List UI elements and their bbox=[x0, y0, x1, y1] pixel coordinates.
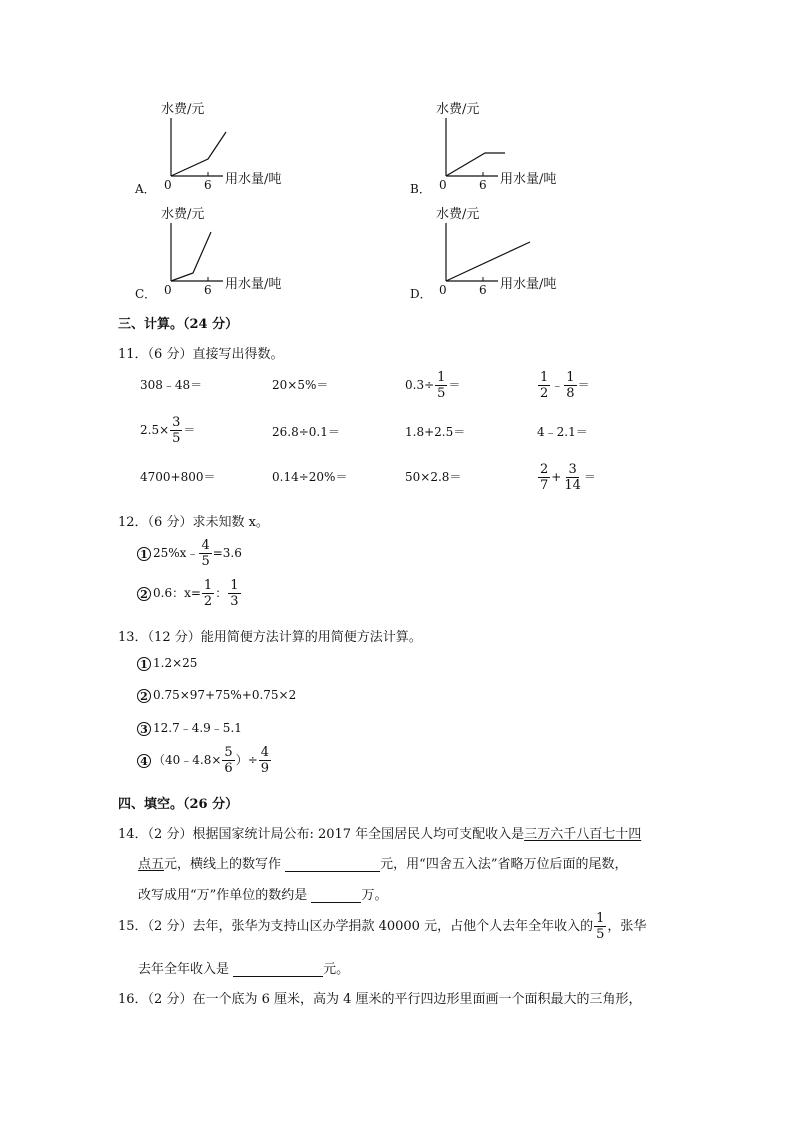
fraction bbox=[199, 539, 211, 568]
q13-stem: 13．（12 分）能用简便方法计算的用简便方法计算。 bbox=[118, 630, 422, 645]
option-letter: D． bbox=[410, 287, 432, 301]
q11-r2c1-post: ＝ bbox=[183, 423, 196, 437]
q13-item-2 bbox=[137, 688, 296, 703]
fraction-den: 5 bbox=[596, 927, 605, 942]
graph-tick-six: 6 bbox=[479, 178, 487, 192]
graph-x-label: 用水量/吨 bbox=[500, 172, 557, 187]
q15-line-2-b: 元。 bbox=[323, 962, 350, 977]
q11-r3c2: 0.14÷20%＝ bbox=[272, 470, 348, 484]
circled-number: 4 bbox=[137, 754, 151, 768]
q13-item-1-text: 1.2×25 bbox=[153, 656, 198, 670]
circled-number: 2 bbox=[137, 689, 151, 703]
q12-item-1 bbox=[137, 539, 242, 568]
fraction-den: 5 bbox=[201, 554, 210, 569]
circled-number: 1 bbox=[137, 547, 151, 561]
graph-x-label: 用水量/吨 bbox=[225, 277, 282, 292]
graph-option-c bbox=[133, 201, 303, 301]
graph-option-d bbox=[408, 201, 578, 301]
fraction bbox=[538, 463, 550, 492]
q14-line-2-a: 元，横线上的数写作 bbox=[164, 857, 282, 872]
q11-r1c4-post: ＝ bbox=[577, 378, 590, 392]
q11-r3c1: 4700+800＝ bbox=[140, 470, 216, 484]
graph-tick-six: 6 bbox=[204, 178, 212, 192]
q14-line-1-text: 14．（2 分）根据国家统计局公布: 2017 年全国居民人均可支配收入是 bbox=[118, 827, 525, 842]
fraction bbox=[202, 579, 214, 608]
graph-origin-label: 0 bbox=[164, 178, 172, 192]
q11-r2c3: 1.8+2.5＝ bbox=[405, 425, 466, 439]
q13-item-3-text: 12.7﹣4.9﹣5.1 bbox=[153, 721, 242, 735]
option-letter: B． bbox=[410, 182, 431, 196]
q14-underlined-number-end: 点五 bbox=[138, 857, 165, 872]
q15-line-2 bbox=[138, 958, 349, 977]
graph-tick-six: 6 bbox=[204, 283, 212, 297]
q12-item-2-mid: ： bbox=[215, 586, 228, 600]
fraction-den: 2 bbox=[540, 386, 549, 401]
q11-r3c3: 50×2.8＝ bbox=[405, 470, 462, 484]
q11-r2c2: 26.8÷0.1＝ bbox=[272, 425, 340, 439]
fraction bbox=[435, 371, 447, 400]
q11-r1c3 bbox=[405, 371, 460, 400]
option-letter: A． bbox=[135, 182, 156, 196]
q14-line-3-a: 改写成用“万”作单位的数约是 bbox=[138, 888, 308, 903]
graph-y-label: 水费/元 bbox=[161, 207, 205, 222]
q11-r1c3-post: ＝ bbox=[448, 378, 461, 392]
q11-r3c4-op: + bbox=[551, 470, 562, 484]
fraction-num: 4 bbox=[260, 745, 270, 760]
fraction-den: 3 bbox=[230, 594, 239, 609]
fraction bbox=[562, 463, 583, 492]
q13-item-3 bbox=[137, 719, 242, 736]
fraction bbox=[222, 746, 234, 775]
graph-origin-label: 0 bbox=[164, 283, 172, 297]
q11-r3c4-post: ＝ bbox=[583, 470, 596, 484]
q11-r1c4 bbox=[537, 371, 590, 400]
fraction-num: 1 bbox=[596, 911, 605, 926]
q11-r2c4: 4﹣2.1＝ bbox=[537, 425, 588, 439]
graph-origin-label: 0 bbox=[439, 283, 447, 297]
q13-item-1 bbox=[137, 656, 197, 671]
q14-line-3-b: 万。 bbox=[361, 888, 388, 903]
q15-line-2-a: 去年全年收入是 bbox=[138, 962, 230, 977]
fraction-num: 1 bbox=[230, 578, 239, 593]
fraction-den: 5 bbox=[437, 386, 446, 401]
graph-option-a bbox=[133, 96, 303, 196]
q12-stem: 12．（6 分）求未知数 x。 bbox=[118, 515, 269, 530]
circled-number: 3 bbox=[137, 722, 151, 736]
fraction-den: 14 bbox=[564, 478, 581, 493]
fraction bbox=[564, 371, 576, 400]
q12-item-2 bbox=[137, 579, 242, 608]
q13-item-4 bbox=[137, 746, 272, 775]
graph-option-b bbox=[408, 96, 578, 196]
q15-line-1-post: ，张华 bbox=[607, 919, 647, 934]
fraction-num: 2 bbox=[540, 462, 549, 477]
fraction-num: 5 bbox=[224, 745, 233, 760]
fraction bbox=[538, 371, 550, 400]
fraction-num: 1 bbox=[540, 370, 549, 385]
q14-line-1 bbox=[118, 823, 641, 842]
answer-blank[interactable] bbox=[233, 962, 323, 977]
graph-tick-six: 6 bbox=[479, 283, 487, 297]
circled-number: 2 bbox=[137, 587, 151, 601]
graph-x-label: 用水量/吨 bbox=[225, 172, 282, 187]
fraction bbox=[594, 912, 606, 941]
section-4-title: 四、填空。（26 分） bbox=[118, 797, 239, 812]
fraction-num: 3 bbox=[568, 462, 577, 477]
fraction bbox=[170, 416, 182, 445]
fraction-den: 5 bbox=[172, 431, 181, 446]
q11-r2c1-pre: 2.5× bbox=[140, 423, 170, 437]
q12-item-2-pre: 0.6：x= bbox=[153, 586, 201, 600]
q14-line-3 bbox=[138, 884, 387, 903]
q15-line-1 bbox=[118, 912, 646, 941]
graph-x-label: 用水量/吨 bbox=[500, 277, 557, 292]
fraction-num: 4 bbox=[201, 538, 210, 553]
graph-y-label: 水费/元 bbox=[436, 102, 480, 117]
q11-r1c4-op: ﹣ bbox=[551, 378, 564, 392]
circled-number: 1 bbox=[137, 657, 151, 671]
q14-underlined-number: 三万六千八百七十四 bbox=[524, 827, 642, 842]
q12-item-1-pre: 25%x﹣ bbox=[153, 546, 199, 560]
q16-line-1: 16．（2 分）在一个底为 6 厘米，高为 4 厘米的平行四边形里面画一个面积最大的三角形， bbox=[118, 992, 642, 1007]
fraction-den: 9 bbox=[260, 761, 270, 776]
q13-item-2-text: 0.75×97+75%+0.75×2 bbox=[153, 688, 297, 702]
fraction-den: 2 bbox=[203, 594, 213, 609]
fraction-num: 1 bbox=[203, 578, 213, 593]
graph-origin-label: 0 bbox=[439, 178, 447, 192]
answer-blank[interactable] bbox=[285, 857, 380, 872]
q12-item-1-post: =3.6 bbox=[212, 546, 242, 560]
q13-item-4-mid: ）÷ bbox=[235, 753, 258, 767]
q11-r1c2: 20×5%＝ bbox=[272, 378, 329, 392]
answer-blank[interactable] bbox=[311, 888, 361, 903]
option-letter: C． bbox=[135, 287, 157, 301]
fraction-den: 7 bbox=[540, 478, 549, 493]
fraction-num: 1 bbox=[437, 370, 446, 385]
q15-line-1-text: 15．（2 分）去年，张华为支持山区办学捐款 40000 元，占他个人去年全年收入的 bbox=[118, 919, 594, 934]
q11-r3c4 bbox=[537, 463, 596, 492]
fraction-num: 1 bbox=[566, 370, 575, 385]
q14-line-2-b: 元，用“四舍五入法”省略万位后面的尾数， bbox=[380, 857, 628, 872]
q11-r2c1 bbox=[140, 416, 195, 445]
q14-line-2 bbox=[138, 853, 627, 872]
fraction bbox=[228, 579, 240, 608]
q11-stem: 11．（6 分）直接写出得数。 bbox=[118, 347, 284, 362]
q11-r1c3-pre: 0.3÷ bbox=[405, 378, 435, 392]
fraction bbox=[259, 746, 271, 775]
q11-r1c1: 308﹣48＝ bbox=[140, 378, 203, 392]
fraction-den: 6 bbox=[224, 761, 233, 776]
graph-y-label: 水费/元 bbox=[436, 207, 480, 222]
section-3-title: 三、计算。（24 分） bbox=[118, 317, 239, 332]
q13-item-4-pre: （40﹣4.8× bbox=[153, 753, 222, 767]
fraction-den: 8 bbox=[566, 386, 575, 401]
graph-y-label: 水费/元 bbox=[161, 102, 205, 117]
fraction-num: 3 bbox=[172, 415, 181, 430]
